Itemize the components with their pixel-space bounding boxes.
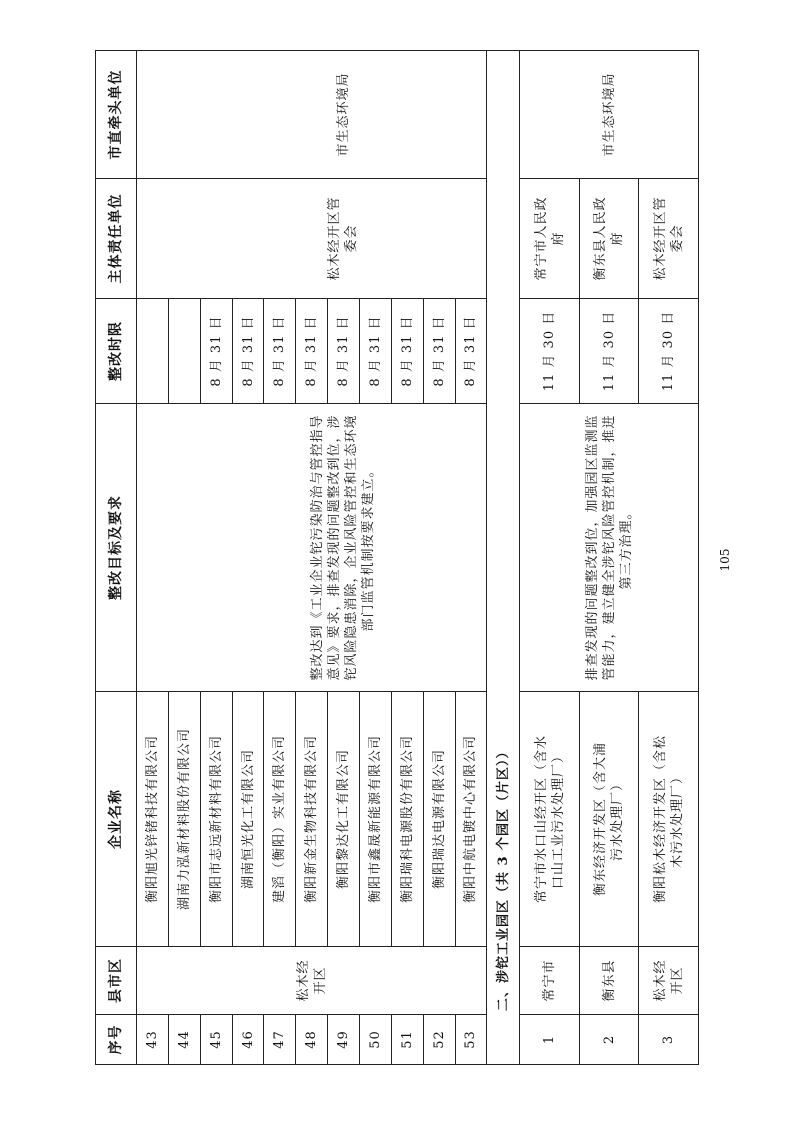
table-row bbox=[137, 51, 169, 1065]
header-row bbox=[96, 51, 137, 1065]
row-no: 3 bbox=[639, 1015, 699, 1065]
row-no: 45 bbox=[200, 1015, 232, 1065]
row-no: 2 bbox=[579, 1015, 639, 1065]
row-no: 48 bbox=[296, 1015, 328, 1065]
header-responsible: 主体责任单位 bbox=[96, 179, 137, 299]
table-row bbox=[200, 51, 232, 1065]
responsible-blank bbox=[137, 179, 201, 299]
responsible-unit: 松木经开区管委会 bbox=[200, 179, 487, 299]
row-no: 47 bbox=[264, 1015, 296, 1065]
company-name: 湖南恒光化工有限公司 bbox=[232, 692, 264, 947]
district-cell: 衡东县 bbox=[579, 947, 639, 1015]
header-no: 序号 bbox=[96, 1015, 137, 1065]
company-name: 衡东经济开发区（含大浦污水处理厂） bbox=[579, 692, 639, 947]
company-name: 衡阳旭光锌锗科技有限公司 bbox=[137, 692, 169, 947]
district-cell: 松木经开区 bbox=[639, 947, 699, 1015]
row-no: 46 bbox=[232, 1015, 264, 1065]
row-no: 44 bbox=[168, 1015, 200, 1065]
deadline-cell: 8 月 31 日 bbox=[423, 299, 455, 404]
row-no: 49 bbox=[328, 1015, 360, 1065]
page-number: 105 bbox=[718, 548, 732, 572]
company-name: 衡阳市鑫晟新能源有限公司 bbox=[359, 692, 391, 947]
deadline-cell: 8 月 31 日 bbox=[296, 299, 328, 404]
responsible-unit: 衡东县人民政府 bbox=[579, 179, 639, 299]
header-requirement: 整改目标及要求 bbox=[96, 404, 137, 692]
section-filler bbox=[487, 51, 520, 692]
deadline-cell: 11 月 30 日 bbox=[639, 299, 699, 404]
header-deadline: 整改时限 bbox=[96, 299, 137, 404]
deadline-cell: 11 月 30 日 bbox=[520, 299, 580, 404]
deadline-cell: 8 月 31 日 bbox=[359, 299, 391, 404]
company-name: 衡阳中航电镀中心有限公司 bbox=[455, 692, 487, 947]
lead-unit: 市生态环境局 bbox=[200, 51, 487, 179]
row-no: 1 bbox=[520, 1015, 580, 1065]
table-row bbox=[520, 51, 580, 1065]
header-company: 企业名称 bbox=[96, 692, 137, 947]
row-no: 51 bbox=[391, 1015, 423, 1065]
deadline-cell bbox=[137, 299, 169, 404]
responsible-unit: 常宁市人民政府 bbox=[520, 179, 580, 299]
company-name: 衡阳黎达化工有限公司 bbox=[328, 692, 360, 947]
district-cell: 常宁市 bbox=[520, 947, 580, 1015]
requirement-text: 整改达到《工业企业铊污染防治与管控指导意见》要求，排查发现的问题整改到位，涉铊风险隐患消除，企业风险管控和生态环境部门监管机制按要求建立。 bbox=[200, 404, 487, 692]
row-no: 53 bbox=[455, 1015, 487, 1065]
company-name: 衡阳瑞达电源有限公司 bbox=[423, 692, 455, 947]
row-no: 50 bbox=[359, 1015, 391, 1065]
requirement-blank bbox=[137, 404, 201, 692]
company-name: 衡阳松木经济开发区（含松木污水处理厂） bbox=[639, 692, 699, 947]
deadline-cell bbox=[168, 299, 200, 404]
responsible-unit: 松木经开区管委会 bbox=[639, 179, 699, 299]
company-name: 建滔（衡阳）实业有限公司 bbox=[264, 692, 296, 947]
section-row bbox=[487, 51, 520, 1065]
lead-unit: 市生态环境局 bbox=[520, 51, 699, 179]
deadline-cell: 8 月 31 日 bbox=[328, 299, 360, 404]
requirement-text: 排查发现的问题整改到位，加强园区监测监管能力，建立健全涉铊风险管控机制，推进第三方治理。 bbox=[520, 404, 699, 692]
district-cell: 松木经开区 bbox=[137, 947, 487, 1015]
header-lead: 市直牵头单位 bbox=[96, 51, 137, 179]
rectification-table bbox=[95, 50, 699, 1065]
company-name: 衡阳新金生物科技有限公司 bbox=[296, 692, 328, 947]
company-name: 衡阳瑞科电源股份有限公司 bbox=[391, 692, 423, 947]
row-no: 43 bbox=[137, 1015, 169, 1065]
deadline-cell: 8 月 31 日 bbox=[391, 299, 423, 404]
deadline-cell: 8 月 31 日 bbox=[455, 299, 487, 404]
section-title: 二、涉铊工业园区（共 3 个园区（片区）） bbox=[487, 692, 520, 1065]
deadline-cell: 11 月 30 日 bbox=[579, 299, 639, 404]
deadline-cell: 8 月 31 日 bbox=[200, 299, 232, 404]
row-no: 52 bbox=[423, 1015, 455, 1065]
company-name: 常宁市水口山经开区（含水口山工业污水处理厂） bbox=[520, 692, 580, 947]
deadline-cell: 8 月 31 日 bbox=[264, 299, 296, 404]
header-district: 县市区 bbox=[96, 947, 137, 1015]
lead-blank bbox=[137, 51, 201, 179]
deadline-cell: 8 月 31 日 bbox=[232, 299, 264, 404]
company-name: 衡阳市志远新材料有限公司 bbox=[200, 692, 232, 947]
company-name: 湖南力泓新材料股份有限公司 bbox=[168, 692, 200, 947]
